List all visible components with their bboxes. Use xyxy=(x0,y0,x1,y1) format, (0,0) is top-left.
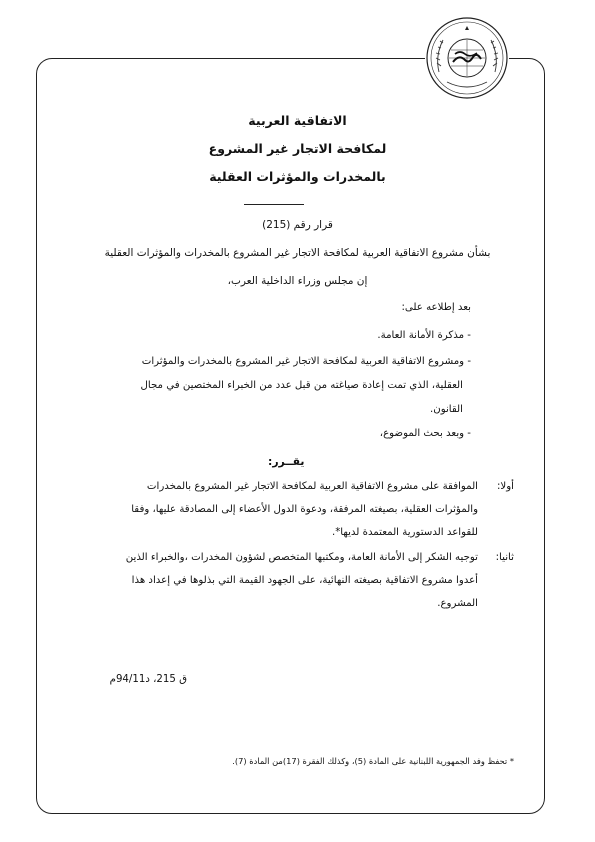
session-reference: ق 215، د94/11م xyxy=(109,674,187,685)
clause-label-second: ثانيا: xyxy=(495,552,514,563)
clause-line: أعدوا مشروع الاتفاقية بصيغته النهائية، على الجهود القيمة التي بذلوها في إعداد هذا xyxy=(131,575,478,586)
document-title-line-1: الاتفاقية العربية xyxy=(248,113,347,128)
title-divider xyxy=(244,204,304,205)
seal-icon xyxy=(425,16,509,100)
review-item-continuation: القانون. xyxy=(429,404,463,415)
document-title-line-2: لمكافحة الاتجار غير المشروع xyxy=(208,141,387,156)
review-item: - ومشروع الاتفاقية العربية لمكافحة الاتجار غير المشروع بالمخدرات والمؤثرات xyxy=(141,356,471,367)
review-item-continuation: العقلية، الذي تمت إعادة صياغته من قبل عدد من الخبراء المختصين في مجال xyxy=(140,380,463,391)
review-item: - مذكرة الأمانة العامة. xyxy=(377,330,471,341)
council-statement: إن مجلس وزراء الداخلية العرب، xyxy=(227,275,368,287)
decision-number: قرار رقم (215) xyxy=(262,219,333,231)
clause-line: للقواعد الدستورية المعتمدة لديها*. xyxy=(331,527,478,538)
clause-line: الموافقة على مشروع الاتفاقية العربية لمكافحة الاتجار غير المشروع بالمخدرات xyxy=(146,481,478,492)
document-title-line-3: بالمخدرات والمؤثرات العقلية xyxy=(209,169,386,184)
review-item: - وبعد بحث الموضوع، xyxy=(379,428,471,439)
clause-label-first: أولا: xyxy=(497,481,514,492)
decision-subject: بشأن مشروع الاتفاقية العربية لمكافحة الاتجار غير المشروع بالمخدرات والمؤثرات العقلية xyxy=(104,247,491,259)
footnote: * تحفظ وفد الجمهورية اللبنانية على المادة (5)، وكذلك الفقرة (17)من المادة (7). xyxy=(232,756,514,766)
clause-line: المشروع. xyxy=(437,598,478,609)
clause-line: توجيه الشكر إلى الأمانة العامة، ومكتبها المتخصص لشؤون المخدرات ،والخبراء الذين xyxy=(125,552,478,563)
review-heading: بعد إطلاعه على: xyxy=(401,302,471,313)
clause-line: والمؤثرات العقلية، بصيغته المرفقة، ودعوة الدول الأعضاء إلى المصادقة عليها، وفقا xyxy=(131,504,478,515)
arab-league-seal-logo xyxy=(425,16,509,100)
decides-heading: يقــرر: xyxy=(268,455,305,468)
